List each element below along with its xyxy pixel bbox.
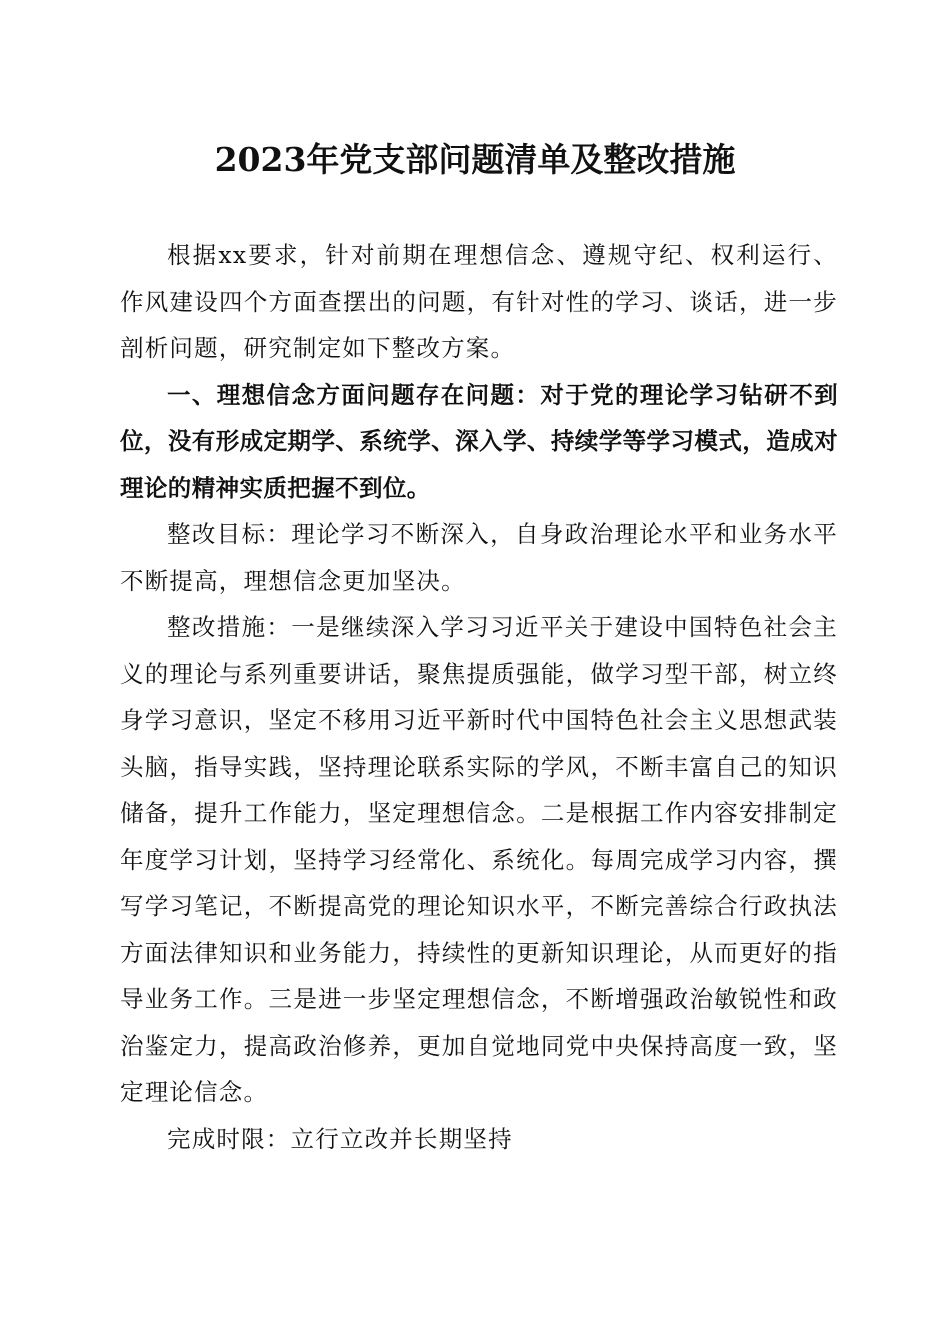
document-body [120,232,838,1162]
document-title: 2023年党支部问题清单及整改措施 [214,140,736,179]
rectification-measures-paragraph: 整改措施：一是继续深入学习习近平关于建设中国特色社会主义的理论与系列重要讲话，聚焦提质强能，做学习型干部，树立终身学习意识，坚定不移用习近平新时代中国特色社会主义思想武装头脑，指导实践，坚持理论联系实际的学风，不断丰富自己的知识储备，提升工作能力，坚定理想信念。二是根据工作内容安排制定年度学习计划，坚持学习经常化、系统化。每周完成学习内容，撰写学习笔记，不断提高党的理论知识水平，不断完善综合行政执法方面法律知识和业务能力，持续性的更新知识理论，从而更好的指导业务工作。三是进一步坚定理想信念，不断增强政治敏锐性和政治鉴定力，提高政治修养，更加自觉地同党中央保持高度一致，坚定理论信念。 [120,613,838,1106]
intro-paragraph: 根据xx要求，针对前期在理想信念、遵规守纪、权利运行、作风建设四个方面查摆出的问题，有针对性的学习、谈话，进一步剖析问题，研究制定如下整改方案。 [120,241,838,362]
rectification-goal-paragraph: 整改目标：理论学习不断深入，自身政治理论水平和业务水平不断提高，理想信念更加坚决。 [120,520,838,595]
section-heading-ideals: 一、理想信念方面问题存在问题：对于党的理论学习钻研不到位，没有形成定期学、系统学、深入学、持续学等学习模式，造成对理论的精神实质把握不到位。 [120,380,838,502]
completion-deadline-paragraph: 完成时限：立行立改并长期坚持 [167,1124,513,1153]
